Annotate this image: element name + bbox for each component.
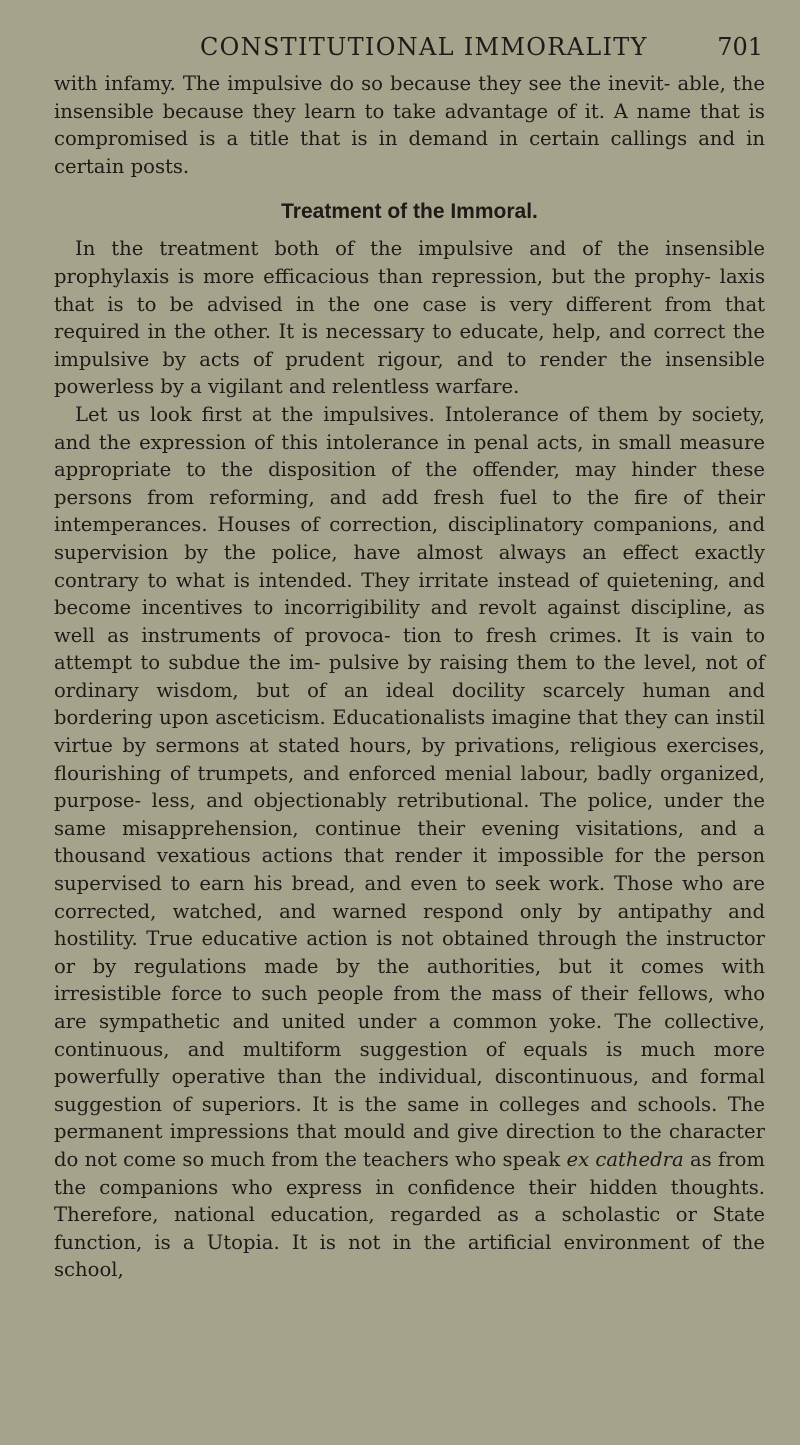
paragraph-impulsives xyxy=(54,401,765,1284)
running-title: CONSTITUTIONAL IMMORALITY xyxy=(200,33,648,61)
page-number: 701 xyxy=(717,33,763,61)
paragraph-continued: with infamy. The impulsive do so because they see the inevit- able, the insensible because they learn to take advantage of it. A name that is compromised is a title that is in demand in certain callings and in certain posts. xyxy=(54,72,765,178)
paragraph-treatment: In the treatment both of the impulsive and of the insensible prophylaxis is more efficacious than repression, but the prophy- laxis that is to be advised in the one case is very different from that required in the other. It is necessary to educate, help, and correct the impulsive by acts of prudent rigour, and to render the insensible powerless by a vigilant and relentless warfare. xyxy=(54,237,765,399)
running-header xyxy=(54,0,765,70)
paragraph-text-part-1: Let us look first at the impulsives. Intolerance of them by society, and the expression of this intolerance in penal acts, in small measure appropriate to the disposition of the offender, may hinder these persons from reforming, and add fresh fuel to the fire of their intemperances. Houses of correction, disciplinatory companions, and supervision by the police, have almost always an effect exactly contrary to what is intended. They irritate instead of quietening, and become incentives to incorrigibility and revolt against discipline, as well as instruments of provoca- tion to fresh crimes. It is vain to attempt to subdue the im- pulsive by raising them to the level, not of ordinary wisdom, but of an ideal docility scarcely human and bordering upon asceticism. Educationalists imagine that they can instil virtue by sermons at stated hours, by privations, religious exercises, flourishing of trumpets, and enforced menial labour, badly organized, purpose- less, and objectionably retributional. The police, under the same misapprehension, continue their evening visitations, and a thousand vexatious actions that render it impossible for the person supervised to earn his bread, and even to seek work. Those who are corrected, watched, and warned respond only by antipathy and hostility. True educative action is not obtained through the instructor or by regulations made by the authorities, but it comes with irresistible force to such people from the mass of their fellows, who are sympathetic and united under a common yoke. The collective, continuous, and multiform suggestion of equals is much more powerfully operative than the individual, discontinuous, and formal suggestion of superiors. It is the same in colleges and schools. The permanent impressions that mould and give direction to the character do not come so much from the teachers who speak xyxy=(54,402,765,1171)
paragraph-text-part-2: as from the companions who express in confidence their hidden thoughts. Therefore, national education, regarded as a scholastic or State function, is a Utopia. It is not in the artificial environment of the school, xyxy=(54,1147,765,1282)
italic-phrase: ex cathedra xyxy=(566,1147,684,1171)
section-heading: Treatment of the Immoral. xyxy=(281,200,538,224)
